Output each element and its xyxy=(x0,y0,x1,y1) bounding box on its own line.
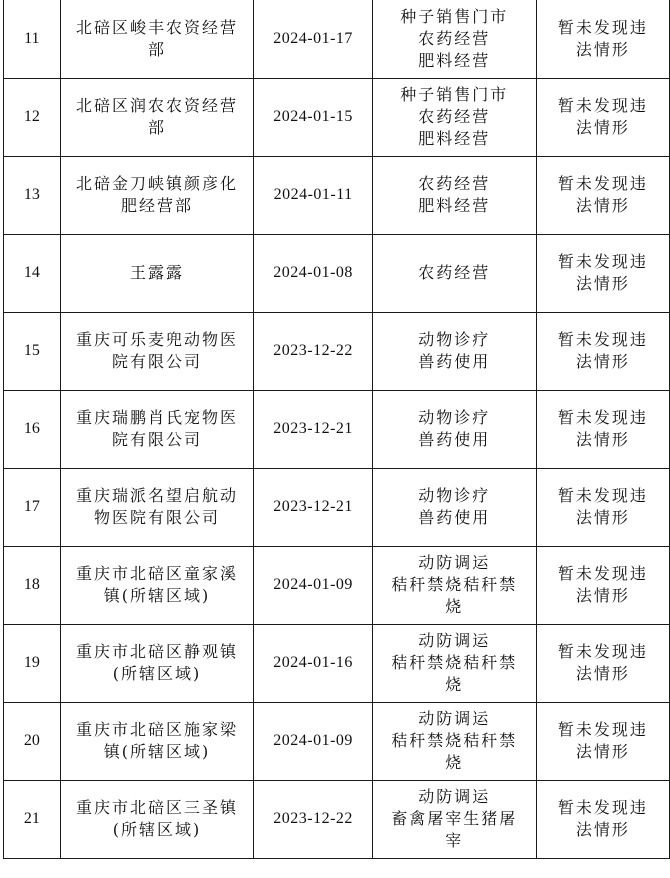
row-number-cell: 16 xyxy=(4,390,61,468)
inspection-result-cell xyxy=(536,780,669,858)
inspection-result-cell xyxy=(536,156,669,234)
inspection-result-cell-line: 法情形 xyxy=(575,274,630,293)
inspection-result-cell-line: 法情形 xyxy=(575,430,630,449)
inspection-result-cell-line: 法情形 xyxy=(575,586,630,605)
inspection-date-cell: 2023-12-22 xyxy=(254,780,372,858)
inspection-scope-cell-line: 兽药使用 xyxy=(418,352,491,371)
inspection-scope-cell-line: 肥料经营 xyxy=(418,50,491,70)
entity-name-cell-line: 重庆瑞鹏肖氏宠物医 xyxy=(76,408,239,427)
inspection-scope-cell-line: 农药经营 xyxy=(418,28,491,48)
inspection-scope-cell-line: 秸秆禁烧秸秆禁 xyxy=(391,653,518,672)
inspection-result-cell-line: 暂未发现违 xyxy=(557,564,648,583)
table-row xyxy=(4,468,670,546)
inspection-scope-cell xyxy=(372,780,536,858)
inspection-date-cell: 2023-12-21 xyxy=(254,468,372,546)
inspection-scope-cell-line: 动防调运 xyxy=(418,631,491,650)
table-row xyxy=(4,156,670,234)
entity-name-cell xyxy=(60,390,254,468)
inspection-result-cell-line: 法情形 xyxy=(575,352,630,371)
inspection-result-cell-line: 暂未发现违 xyxy=(557,642,648,661)
entity-name-cell-line: 重庆市北碚区施家梁 xyxy=(76,720,239,739)
entity-name-cell-line: 肥经营部 xyxy=(121,196,194,215)
table-row xyxy=(4,234,670,312)
inspection-result-cell-line: 法情形 xyxy=(575,196,630,215)
inspection-scope-cell-line: 肥料经营 xyxy=(418,196,491,215)
inspection-result-cell-line: 暂未发现违 xyxy=(557,174,648,193)
inspection-result-cell xyxy=(536,390,669,468)
inspection-result-cell-line: 法情形 xyxy=(575,820,630,839)
inspection-scope-cell xyxy=(372,546,536,624)
table-row xyxy=(4,780,670,858)
inspection-result-cell-line: 法情形 xyxy=(575,39,630,59)
inspection-result-cell xyxy=(536,0,669,78)
inspection-scope-cell xyxy=(372,156,536,234)
inspection-date-cell: 2024-01-15 xyxy=(254,78,372,156)
inspection-result-cell-line: 暂未发现违 xyxy=(557,330,648,349)
entity-name-cell xyxy=(60,78,254,156)
entity-name-cell-line: 重庆市北碚区静观镇 xyxy=(76,642,239,661)
inspection-result-cell xyxy=(536,312,669,390)
inspection-result-cell xyxy=(536,702,669,780)
entity-name-cell-line: 重庆市北碚区三圣镇 xyxy=(76,798,239,817)
inspection-date-cell: 2023-12-22 xyxy=(254,312,372,390)
table-row xyxy=(4,78,670,156)
entity-name-cell-line: 北碚区润农农资经营 xyxy=(76,96,239,115)
row-number-cell: 20 xyxy=(4,702,61,780)
inspection-result-cell-line: 法情形 xyxy=(575,118,630,137)
entity-name-cell xyxy=(60,780,254,858)
entity-name-cell-line: 部 xyxy=(148,39,167,59)
entity-name-cell xyxy=(60,0,254,78)
entity-name-cell-line: 王露露 xyxy=(130,263,185,282)
inspection-scope-cell-line: 秸秆禁烧秸秆禁 xyxy=(391,731,518,750)
row-number-cell: 19 xyxy=(4,624,61,702)
entity-name-cell-line: 院有限公司 xyxy=(112,352,203,371)
inspection-result-cell-line: 暂未发现违 xyxy=(557,720,648,739)
inspection-result-cell-line: 暂未发现违 xyxy=(557,486,648,505)
inspection-table xyxy=(3,0,670,859)
inspection-scope-cell-line: 动防调运 xyxy=(418,553,491,572)
table-row xyxy=(4,624,670,702)
inspection-table-body xyxy=(4,0,670,858)
inspection-scope-cell-line: 农药经营 xyxy=(418,263,491,282)
entity-name-cell-line: 北碚金刀峡镇颜彦化 xyxy=(76,174,239,193)
inspection-scope-cell-line: 畜禽屠宰生猪屠 xyxy=(391,809,518,828)
inspection-scope-cell-line: 动物诊疗 xyxy=(418,408,491,427)
row-number-cell: 14 xyxy=(4,234,61,312)
inspection-date-cell: 2024-01-16 xyxy=(254,624,372,702)
inspection-result-cell xyxy=(536,234,669,312)
inspection-scope-cell xyxy=(372,0,536,78)
inspection-result-cell-line: 暂未发现违 xyxy=(557,17,648,37)
table-row xyxy=(4,0,670,78)
inspection-scope-cell-line: 种子销售门市 xyxy=(400,6,509,26)
entity-name-cell-line: (所辖区域) xyxy=(112,820,202,839)
inspection-scope-cell-line: 动物诊疗 xyxy=(418,330,491,349)
inspection-scope-cell-line: 烧 xyxy=(445,753,464,772)
inspection-date-cell: 2024-01-11 xyxy=(254,156,372,234)
inspection-date-cell: 2024-01-17 xyxy=(254,0,372,78)
inspection-result-cell-line: 法情形 xyxy=(575,742,630,761)
entity-name-cell-line: 物医院有限公司 xyxy=(94,508,221,527)
entity-name-cell xyxy=(60,702,254,780)
entity-name-cell-line: (所辖区域) xyxy=(112,664,202,683)
inspection-result-cell xyxy=(536,78,669,156)
entity-name-cell-line: 重庆瑞派名望启航动 xyxy=(76,486,239,505)
inspection-result-cell xyxy=(536,624,669,702)
inspection-result-cell-line: 暂未发现违 xyxy=(557,798,648,817)
entity-name-cell-line: 院有限公司 xyxy=(112,430,203,449)
table-row xyxy=(4,312,670,390)
entity-name-cell xyxy=(60,624,254,702)
entity-name-cell-line: 重庆市北碚区童家溪 xyxy=(76,564,239,583)
inspection-result-cell-line: 法情形 xyxy=(575,664,630,683)
inspection-date-cell: 2023-12-21 xyxy=(254,390,372,468)
inspection-date-cell: 2024-01-09 xyxy=(254,702,372,780)
inspection-result-cell xyxy=(536,546,669,624)
inspection-scope-cell xyxy=(372,702,536,780)
entity-name-cell-line: 重庆可乐麦兜动物医 xyxy=(76,330,239,349)
inspection-scope-cell xyxy=(372,468,536,546)
entity-name-cell xyxy=(60,156,254,234)
inspection-scope-cell-line: 农药经营 xyxy=(418,174,491,193)
inspection-scope-cell xyxy=(372,624,536,702)
entity-name-cell xyxy=(60,468,254,546)
row-number-cell: 12 xyxy=(4,78,61,156)
inspection-result-cell-line: 暂未发现违 xyxy=(557,252,648,271)
inspection-scope-cell-line: 动物诊疗 xyxy=(418,486,491,505)
inspection-scope-cell-line: 烧 xyxy=(445,675,464,694)
row-number-cell: 15 xyxy=(4,312,61,390)
entity-name-cell-line: 北碚区峻丰农资经营 xyxy=(76,17,239,37)
inspection-scope-cell-line: 烧 xyxy=(445,597,464,616)
inspection-result-cell xyxy=(536,468,669,546)
entity-name-cell xyxy=(60,546,254,624)
inspection-scope-cell-line: 肥料经营 xyxy=(418,129,491,148)
inspection-result-cell-line: 暂未发现违 xyxy=(557,96,648,115)
inspection-scope-cell-line: 种子销售门市 xyxy=(400,85,509,104)
inspection-result-cell-line: 暂未发现违 xyxy=(557,408,648,427)
inspection-scope-cell xyxy=(372,234,536,312)
inspection-scope-cell-line: 兽药使用 xyxy=(418,508,491,527)
inspection-date-cell: 2024-01-09 xyxy=(254,546,372,624)
inspection-result-cell-line: 法情形 xyxy=(575,508,630,527)
inspection-scope-cell xyxy=(372,312,536,390)
row-number-cell: 18 xyxy=(4,546,61,624)
inspection-scope-cell-line: 宰 xyxy=(445,831,464,850)
table-row xyxy=(4,390,670,468)
entity-name-cell xyxy=(60,312,254,390)
row-number-cell: 13 xyxy=(4,156,61,234)
inspection-scope-cell-line: 动防调运 xyxy=(418,709,491,728)
inspection-scope-cell-line: 农药经营 xyxy=(418,107,491,126)
entity-name-cell-line: 镇(所辖区域) xyxy=(103,586,211,605)
inspection-scope-cell-line: 兽药使用 xyxy=(418,430,491,449)
entity-name-cell xyxy=(60,234,254,312)
inspection-scope-cell xyxy=(372,390,536,468)
row-number-cell: 11 xyxy=(4,0,61,78)
inspection-scope-cell xyxy=(372,78,536,156)
inspection-scope-cell-line: 动防调运 xyxy=(418,787,491,806)
row-number-cell: 21 xyxy=(4,780,61,858)
inspection-scope-cell-line: 秸秆禁烧秸秆禁 xyxy=(391,575,518,594)
table-row xyxy=(4,702,670,780)
table-row xyxy=(4,546,670,624)
entity-name-cell-line: 镇(所辖区域) xyxy=(103,742,211,761)
inspection-date-cell: 2024-01-08 xyxy=(254,234,372,312)
row-number-cell: 17 xyxy=(4,468,61,546)
entity-name-cell-line: 部 xyxy=(148,118,167,137)
